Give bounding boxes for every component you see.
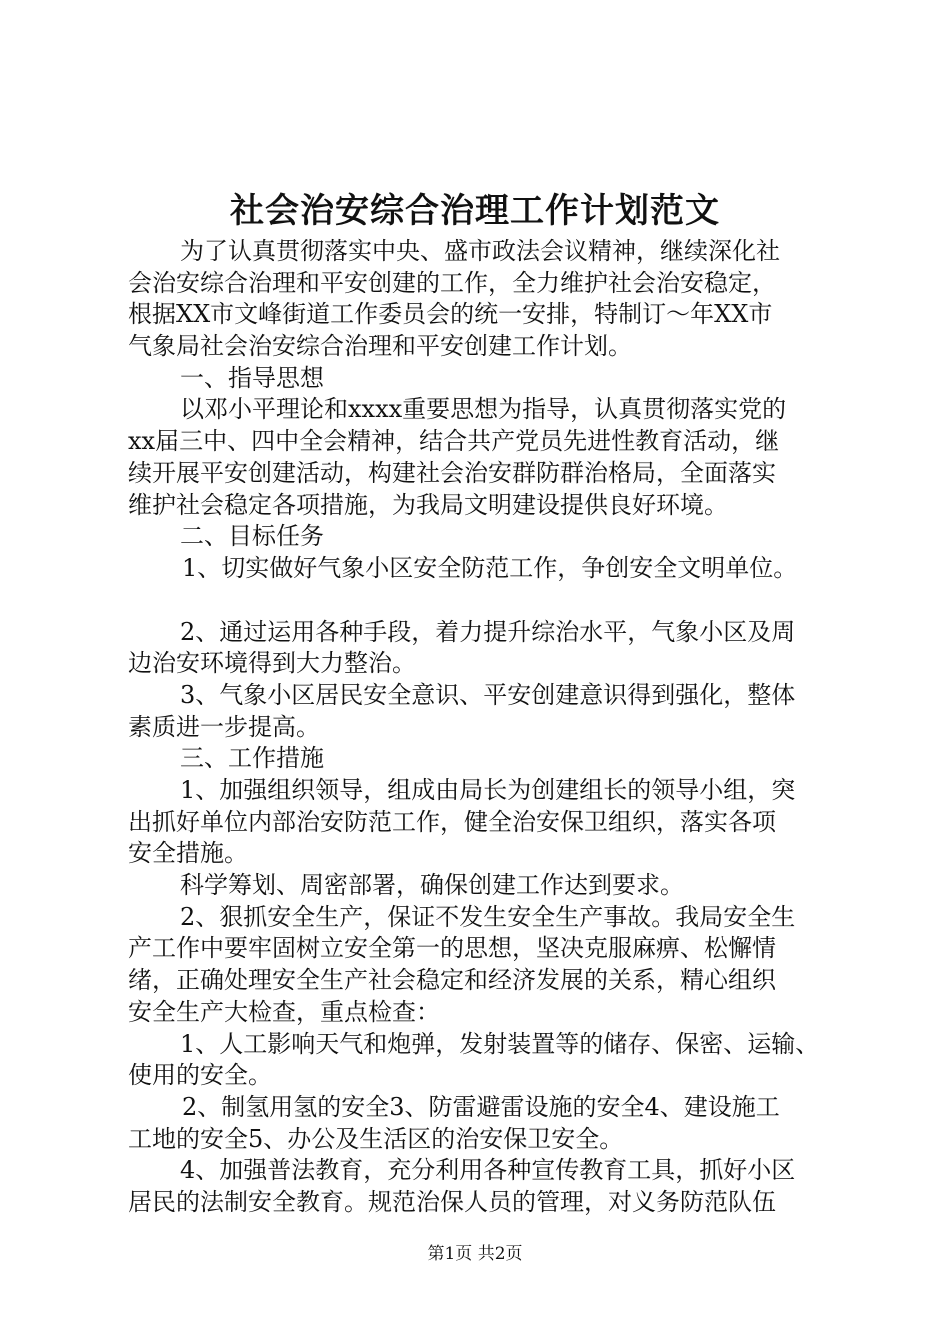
document-body: [128, 236, 833, 1219]
paragraph-line: 科学筹划、周密部署，确保创建工作达到要求。: [180, 871, 684, 900]
paragraph-line: 2、通过运用各种手段，着力提升综治水平，气象小区及周: [180, 617, 796, 646]
paragraph-line: 安全措施。: [128, 839, 248, 868]
paragraph-line: 1、加强组织领导，组成由局长为创建组长的领导小组，突: [180, 776, 796, 804]
paragraph-line: 2、制氢用氢的安全3、防雷避雷设施的安全4、建设施工: [182, 1092, 780, 1121]
paragraph-line: 安全生产大检查，重点检查：: [128, 997, 440, 1026]
paragraph-line: 绪，正确处理安全生产社会稳定和经济发展的关系，精心组织: [128, 966, 776, 995]
paragraph-line: 产工作中要牢固树立安全第一的思想，坚决克服麻痹、松懈情: [128, 934, 776, 963]
paragraph-line: 出抓好单位内部治安防范工作，健全治安保卫组织，落实各项: [128, 807, 776, 836]
paragraph-line: 使用的安全。: [128, 1061, 272, 1090]
paragraph-line: 素质进一步提高。: [128, 712, 320, 741]
paragraph-line: 4、加强普法教育，充分利用各种宣传教育工具，抓好小区: [180, 1156, 796, 1185]
paragraph-line: xx届三中、四中全会精神，结合共产党员先进性教育活动，继: [128, 427, 780, 456]
blank-line: [128, 585, 833, 617]
paragraph-line: 以邓小平理论和xxxx重要思想为指导，认真贯彻落实党的: [180, 395, 787, 424]
paragraph-line: 会治安综合治理和平安创建的工作，全力维护社会治安稳定，: [128, 268, 776, 297]
section-heading: 二、目标任务: [180, 522, 324, 551]
paragraph-line: 续开展平安创建活动，构建社会治安群防群治格局，全面落实: [128, 458, 776, 487]
document-title: 社会治安综合治理工作计划范文: [230, 191, 720, 231]
paragraph-line: 1、切实做好气象小区安全防范工作，争创安全文明单位。: [182, 553, 798, 582]
section-heading: 三、工作措施: [180, 744, 324, 773]
page-number-footer: 第1页 共2页: [427, 1244, 523, 1264]
paragraph-line: 为了认真贯彻落实中央、盛市政法会议精神，继续深化社: [180, 237, 780, 265]
paragraph-line: 2、狠抓安全生产，保证不发生安全生产事故。我局安全生: [180, 902, 796, 931]
section-heading: 一、指导思想: [180, 363, 324, 392]
paragraph-line: 根据XX市文峰街道工作委员会的统一安排，特制订～年XX市: [128, 300, 773, 329]
paragraph-line: 1、人工影响天气和炮弹，发射装置等的储存、保密、运输、: [180, 1029, 820, 1058]
paragraph-line: 居民的法制安全教育。规范治保人员的管理，对义务防范队伍: [128, 1187, 776, 1216]
paragraph-line: 工地的安全5、办公及生活区的治安保卫安全。: [128, 1124, 624, 1153]
paragraph-line: 3、气象小区居民安全意识、平安创建意识得到强化，整体: [180, 680, 796, 709]
paragraph-line: 维护社会稳定各项措施，为我局文明建设提供良好环境。: [128, 490, 728, 519]
paragraph-line: 边治安环境得到大力整治。: [128, 649, 416, 678]
paragraph-line: 气象局社会治安综合治理和平安创建工作计划。: [128, 332, 632, 361]
